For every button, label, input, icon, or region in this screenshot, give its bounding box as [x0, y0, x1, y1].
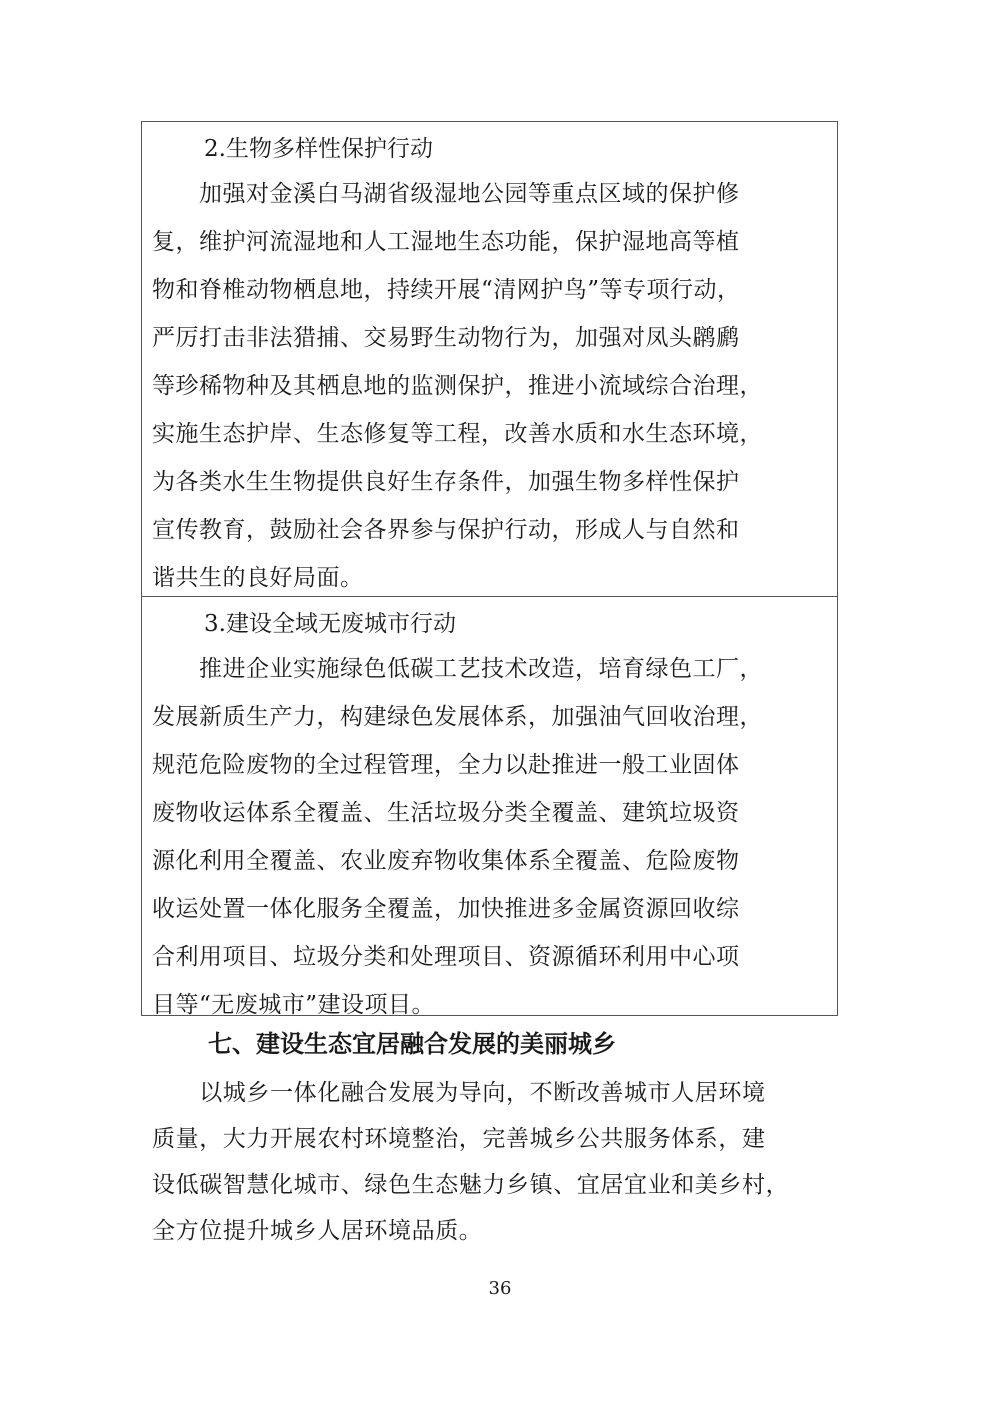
body-line: 发展新质生产力，构建绿色发展体系，加强油气回收治理，	[152, 704, 763, 730]
body-line: 规范危险废物的全过程管理，全力以赴推进一般工业固体	[152, 752, 740, 778]
paragraph-line: 以城乡一体化融合发展为导向，不断改善城市人居环境	[152, 1080, 766, 1106]
body-line: 宣传教育，鼓励社会各界参与保护行动，形成人与自然和	[152, 517, 740, 543]
body-line: 严厉打击非法猎捕、交易野生动物行为，加强对凤头䴙䴘	[152, 325, 740, 351]
biodiversity-section-box	[141, 121, 838, 597]
chapter-heading: 七、建设生态宜居融合发展的美丽城乡	[208, 1030, 616, 1058]
body-line: 复，维护河流湿地和人工湿地生态功能，保护湿地高等植	[152, 229, 740, 255]
page-number: 36	[488, 1278, 512, 1299]
body-line: 源化利用全覆盖、农业废弃物收集体系全覆盖、危险废物	[152, 848, 740, 874]
body-line: 合利用项目、垃圾分类和处理项目、资源循环利用中心项	[152, 944, 740, 970]
paragraph-line: 全方位提升城乡人居环境品质。	[152, 1218, 483, 1244]
body-line: 目等“无废城市”建设项目。	[152, 992, 436, 1018]
body-line: 推进企业实施绿色低碳工艺技术改造，培育绿色工厂，	[152, 656, 763, 682]
body-line: 谐共生的良好局面。	[152, 565, 364, 591]
body-line: 收运处置一体化服务全覆盖，加快推进多金属资源回收综	[152, 896, 740, 922]
body-line: 实施生态护岸、生态修复等工程，改善水质和水生态环境，	[152, 421, 763, 447]
body-line: 为各类水生生物提供良好生存条件，加强生物多样性保护	[152, 469, 740, 495]
section-title: 2.生物多样性保护行动	[204, 136, 433, 162]
paragraph-line: 质量，大力开展农村环境整治，完善城乡公共服务体系，建	[152, 1126, 766, 1152]
zero-waste-section-box	[141, 596, 838, 1016]
body-line: 等珍稀物种及其栖息地的监测保护，推进小流域综合治理，	[152, 373, 763, 399]
body-line: 废物收运体系全覆盖、生活垃圾分类全覆盖、建筑垃圾资	[152, 800, 740, 826]
paragraph-line: 设低碳智慧化城市、绿色生态魅力乡镇、宜居宜业和美乡村，	[152, 1172, 790, 1198]
section-title: 3.建设全域无废城市行动	[204, 611, 456, 637]
body-line: 物和脊椎动物栖息地，持续开展“清网护鸟”等专项行动，	[152, 277, 741, 303]
body-line: 加强对金溪白马湖省级湿地公园等重点区域的保护修	[152, 181, 740, 207]
